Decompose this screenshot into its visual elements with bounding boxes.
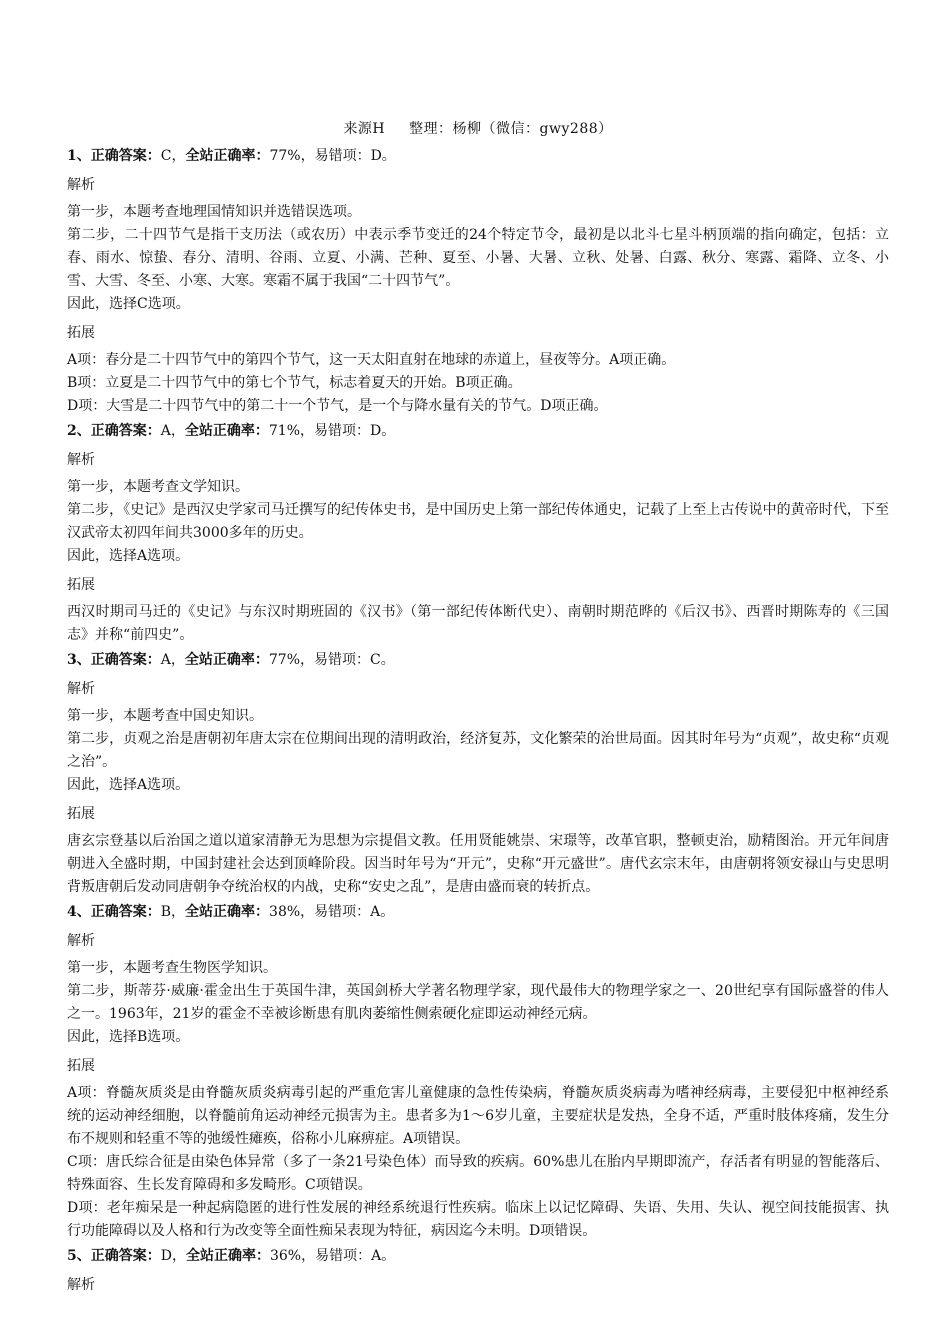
extension-paragraph: B项：立夏是二十四节气中的第七个节气，标志着夏天的开始。B项正确。	[67, 375, 522, 391]
extension-paragraph: D项：大雪是二十四节气中的第二十一个节气，是一个与降水量有关的节气。D项正确。	[67, 398, 608, 414]
analysis-paragraph: 因此，选择A选项。	[67, 548, 190, 564]
analysis-paragraph: 第二步，二十四节气是指干支历法（或农历）中表示季节变迁的24个特定节令，最初是以北斗七星斗柄顶端的指向确定，包括：立春、雨水、惊蛰、春分、清明、谷雨、立夏、小满、芒种、夏至、小暑、大暑、立秋、处暑、白露、秋分、寒露、霜降、立冬、小雪、大雪、冬至、小寒、大寒。寒霜不属于我国“二十四节气”。	[67, 227, 889, 289]
extension-paragraph: C项：唐氏综合征是由染色体异常（多了一条21号染色体）而导致的疾病。60%患儿在胎内早期即流产，存活者有明显的智能落后、特殊面容、生长发育障碍和多发畸形。C项错误。	[67, 1154, 889, 1193]
analysis-heading: 解析	[67, 933, 95, 949]
analysis-paragraph: 第二步，《史记》是西汉史学家司马迁撰写的纪传体史书，是中国历史上第一部纪传体通史，记载了上至上古传说中的黄帝时代，下至汉武帝太初四年间共3000多年的历史。	[67, 502, 889, 541]
extension-heading: 拓展	[67, 577, 95, 593]
question-list	[67, 145, 889, 1297]
extension-heading: 拓展	[67, 325, 95, 341]
answer-value: C，	[160, 148, 186, 164]
accuracy-value: 71%，易错项：D。	[268, 423, 396, 439]
answer-value: A，	[160, 652, 185, 668]
analysis-heading: 解析	[67, 452, 95, 468]
question-answer-line	[67, 1245, 889, 1268]
extension-heading: 拓展	[67, 806, 95, 822]
analysis-heading: 解析	[67, 1277, 95, 1293]
question-answer-line	[67, 420, 889, 443]
accuracy-value: 38%，易错项：A。	[269, 904, 395, 920]
source-label: 来源H	[343, 121, 386, 137]
question-answer-line	[67, 145, 889, 168]
analysis-paragraph: 第一步，本题考查文学知识。	[67, 479, 249, 495]
answer-label: 2、正确答案：	[67, 423, 161, 439]
accuracy-value: 77%，易错项：D。	[269, 148, 396, 164]
answer-label: 5、正确答案：	[67, 1248, 161, 1264]
analysis-paragraph: 因此，选择B选项。	[67, 1029, 190, 1045]
extension-paragraph: 西汉时期司马迁的《史记》与东汉时期班固的《汉书》（第一部纪传体断代史）、南朝时期范晔的《后汉书》、西晋时期陈寿的《三国志》并称“前四史”。	[67, 604, 889, 643]
answer-value: B，	[160, 904, 186, 920]
answer-value: D，	[160, 1248, 186, 1264]
answer-value: A，	[160, 423, 185, 439]
question-block	[67, 1245, 889, 1297]
question-block	[67, 420, 889, 647]
document-header	[67, 118, 889, 141]
question-block	[67, 649, 889, 899]
analysis-paragraph: 因此，选择C选项。	[67, 296, 190, 312]
question-answer-line	[67, 901, 889, 924]
extension-paragraph: D项：老年痴呆是一种起病隐匿的进行性发展的神经系统退行性疾病。临床上以记忆障碍、失语、失用、失认、视空间技能损害、执行功能障碍以及人格和行为改变等全面性痴呆表现为特征，病因迄今未明。D项错误。	[67, 1200, 889, 1239]
analysis-paragraph: 因此，选择A选项。	[67, 777, 190, 793]
analysis-heading: 解析	[67, 177, 95, 193]
question-answer-line	[67, 649, 889, 672]
extension-paragraph: A项：脊髓灰质炎是由脊髓灰质炎病毒引起的严重危害儿童健康的急性传染病，脊髓灰质炎病毒为嗜神经病毒，主要侵犯中枢神经系统的运动神经细胞，以脊髓前角运动神经元损害为主。患者多为1～6岁儿童，主要症状是发热，全身不适，严重时肢体疼痛，发生分布不规则和轻重不等的弛缓性瘫痪，俗称小儿麻痹症。A项错误。	[67, 1085, 889, 1147]
analysis-paragraph: 第一步，本题考查生物医学知识。	[67, 960, 277, 976]
extension-paragraph: 唐玄宗登基以后治国之道以道家清静无为思想为宗提倡文教。任用贤能姚崇、宋璟等，改革官职，整顿吏治，励精图治。开元年间唐朝进入全盛时期，中国封建社会达到顶峰阶段。因当时年号为“开元”，史称“开元盛世”。唐代玄宗末年，由唐朝将领安禄山与史思明背叛唐朝后发动同唐朝争夺统治权的内战，史称“安史之乱”，是唐由盛而衰的转折点。	[67, 833, 889, 895]
answer-label: 4、正确答案：	[67, 904, 161, 920]
question-block	[67, 901, 889, 1243]
answer-label: 3、正确答案：	[67, 652, 161, 668]
accuracy-value: 77%，易错项：C。	[268, 652, 395, 668]
accuracy-label: 全站正确率：	[184, 423, 269, 439]
accuracy-label: 全站正确率：	[185, 904, 270, 920]
analysis-heading: 解析	[67, 681, 95, 697]
analysis-paragraph: 第二步，斯蒂芬·威廉·霍金出生于英国牛津，英国剑桥大学著名物理学家，现代最伟大的物理学家之一、20世纪享有国际盛誉的伟人之一。1963年，21岁的霍金不幸被诊断患有肌肉萎缩性侧索硬化症即运动神经元病。	[67, 983, 889, 1022]
document-page	[67, 118, 889, 1301]
accuracy-label: 全站正确率：	[184, 652, 269, 668]
answer-label: 1、正确答案：	[67, 148, 161, 164]
extension-heading: 拓展	[67, 1058, 95, 1074]
accuracy-label: 全站正确率：	[185, 1248, 270, 1264]
analysis-paragraph: 第一步，本题考查中国史知识。	[67, 708, 263, 724]
analysis-paragraph: 第二步，贞观之治是唐朝初年唐太宗在位期间出现的清明政治，经济复苏，文化繁荣的治世局面。因其时年号为“贞观”，故史称“贞观之治”。	[67, 731, 889, 770]
accuracy-label: 全站正确率：	[185, 148, 270, 164]
analysis-paragraph: 第一步，本题考查地理国情知识并选错误选项。	[67, 204, 361, 220]
extension-paragraph: A项：春分是二十四节气中的第四个节气，这一天太阳直射在地球的赤道上，昼夜等分。A项正确。	[67, 352, 676, 368]
accuracy-value: 36%，易错项：A。	[269, 1248, 396, 1264]
question-block	[67, 145, 889, 418]
compiler-label: 整理：杨柳（微信：gwy288）	[409, 121, 613, 137]
